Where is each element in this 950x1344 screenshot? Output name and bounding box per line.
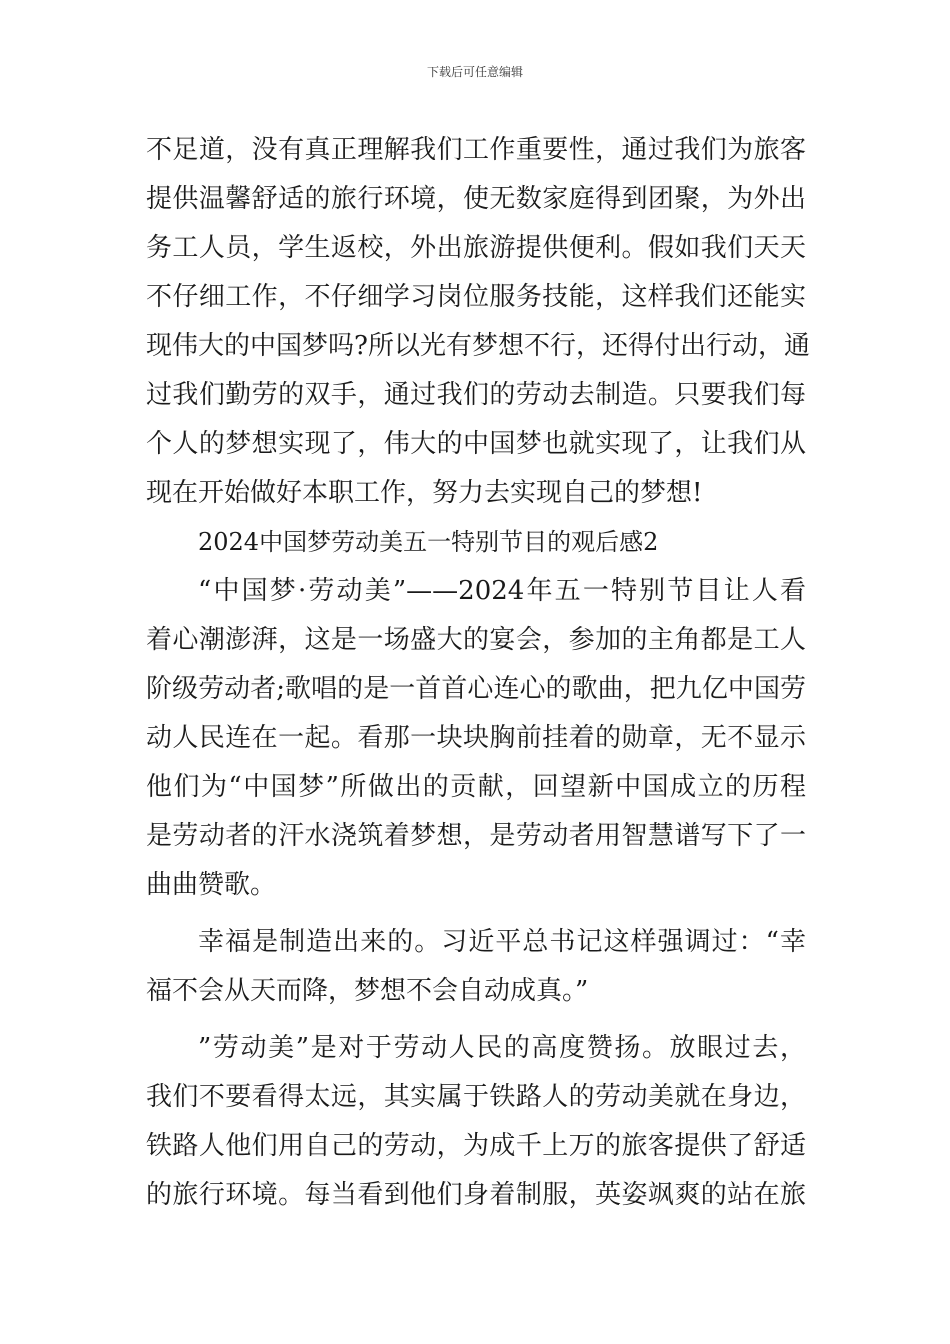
text-line: “中国梦·劳动美”——2024年五一特别节目让人看: [198, 576, 806, 606]
text-line: 提供温馨舒适的旅行环境，使无数家庭得到团聚，为外出: [146, 184, 806, 214]
text-line: 福不会从天而降，梦想不会自动成真。”: [146, 976, 589, 1006]
text-line: 着心潮澎湃，这是一场盛大的宴会，参加的主角都是工人: [146, 625, 806, 655]
text-line: 铁路人他们用自己的劳动，为成千上万的旅客提供了舒适: [146, 1131, 806, 1161]
heading-text: 2024中国梦劳动美五一特别节目的观后感2: [198, 528, 659, 556]
paragraph: [146, 1024, 806, 1220]
text-line: 的旅行环境。每当看到他们身着制服，英姿飒爽的站在旅: [146, 1180, 806, 1210]
text-line: ”劳动美”是对于劳动人民的高度赞扬。放眼过去，: [198, 1033, 806, 1063]
text-line: 现在开始做好本职工作，努力去实现自己的梦想!: [146, 478, 703, 508]
text-line: 阶级劳动者;歌唱的是一首首心连心的歌曲，把九亿中国劳: [146, 674, 806, 704]
text-line: 过我们勤劳的双手，通过我们的劳动去制造。只要我们每: [146, 380, 806, 410]
section-heading: [146, 518, 806, 567]
text-line: 不仔细工作，不仔细学习岗位服务技能，这样我们还能实: [146, 282, 806, 312]
text-line: 动人民连在一起。看那一块块胸前挂着的勋章，无不显示: [146, 723, 806, 753]
text-line: 个人的梦想实现了，伟大的中国梦也就实现了，让我们从: [146, 429, 806, 459]
text-line: 幸福是制造出来的。习近平总书记这样强调过：“幸: [198, 927, 806, 957]
text-line: 现伟大的中国梦吗?所以光有梦想不行，还得付出行动，通: [146, 331, 810, 361]
paragraph: [146, 567, 806, 910]
text-line: 我们不要看得太远，其实属于铁路人的劳动美就在身边，: [146, 1082, 806, 1112]
paragraph-spacer: [146, 1016, 806, 1024]
paragraph-spacer: [146, 910, 806, 918]
text-line: 曲曲赞歌。: [146, 870, 277, 900]
text-line: 他们为“中国梦”所做出的贡献，回望新中国成立的历程: [146, 772, 806, 802]
text-line: 是劳动者的汗水浇筑着梦想，是劳动者用智慧谱写下了一: [146, 821, 806, 851]
paragraph: [146, 126, 810, 518]
text-line: 不足道，没有真正理解我们工作重要性，通过我们为旅客: [146, 135, 806, 165]
text-line: 务工人员，学生返校，外出旅游提供便利。假如我们天天: [146, 233, 806, 263]
paragraph: [146, 918, 806, 1016]
document-body: [146, 126, 810, 1220]
page-header: 下载后可任意编辑: [426, 65, 523, 79]
